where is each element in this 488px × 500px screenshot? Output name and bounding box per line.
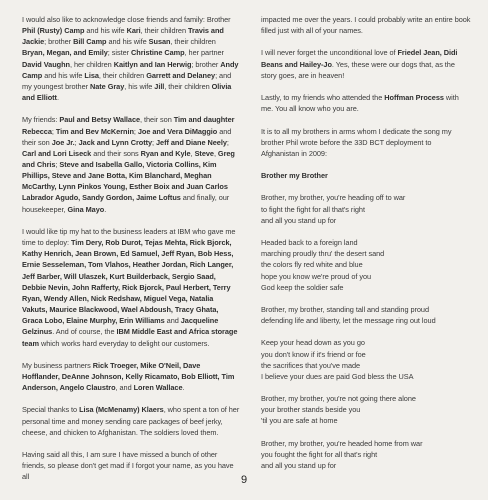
song-title: Brother my Brother (261, 171, 328, 181)
bold-name: Lisa (84, 70, 99, 80)
song-line: you fought the fight for all that's right (261, 449, 378, 459)
song-line: and all you stand up for (261, 215, 337, 225)
song-line: hope you know we're proud of you (261, 271, 372, 281)
bold-name: Kari (126, 26, 141, 36)
bold-name: Tim and daughter Rebecca (22, 115, 235, 136)
bold-name: Phil (Rusty) Camp (22, 26, 85, 36)
left-paragraph-1: I would also like to acknowledge close friends and family: Brother Phil (Rusty) Camp and his wife Kari, their children Travis and Jackie; brother Bill Camp and his wife Susan, their children Bryan, Megan, and Emily; sister Christine Camp, her partner David Vaughn, her children Kaitlyn and Ian Herwig; brother Andy Camp and his wife Lisa, their children Garrett and Delaney; and my youngest brother Nate Gray, his wife Jill, their children Olivia and Elliott. (22, 15, 239, 103)
song-stanza-1 (261, 192, 471, 225)
bold-name: Jacqueline Gelzinus (22, 316, 219, 337)
right-paragraph-1: impacted me over the years. I could probably write an entire book filled just with all of your names. (261, 15, 471, 36)
bold-name: Rick Troeger, Mike O'Neil, Dave Hofflander, DeAnne Johnson, Kelly Ricamato, Bob Elliott, Tim Anderson, Angelo Claustro (22, 360, 235, 393)
bold-name: Bryan, Megan, and Emily (22, 48, 108, 58)
left-paragraph-3: I would like tip my hat to the business leaders at IBM who gave me time to deploy: Tim Dery, Rob Durot, Tejas Mehta, Rick Bjorck, Kathy Henrich, Jean Brown, Ed Samuel, Jeff Ryan, Bob Hess, Ernie Sesseleman, Tom Vlahos, Heather Jordan, Rich Langer, Jeff Barber, Will Ulaszek, Kurt Builderback, Sergio Saad, Debbie Nevin, John Rafferty, Rick Bjorck, Paul Herbert, Terry Ryan, Wendy Allen, Nick Redshaw, Miguel Vega, Natalia Vakuts, Maurice Blackwood, Wael Abdoush, Tracy Ghata, Graca Lobo, Elaine Murphy, Erin Williams and Jacqueline Gelzinus. And of course, the IBM Middle East and Africa storage team which works hard everyday to delight our customers. (22, 226, 238, 348)
bold-name: Kaitlyn and Ian Herwig (113, 59, 192, 69)
bold-name: Hoffman Process (384, 93, 444, 103)
bold-name: Jill (154, 81, 165, 91)
bold-name: Steve (194, 148, 214, 158)
song-line: you don't know if it's friend or foe (261, 349, 366, 359)
page-number: 9 (240, 474, 248, 486)
bold-name: Travis and Jackie (22, 26, 224, 47)
song-stanza-2 (261, 237, 471, 293)
song-line: your brother stands beside you (261, 405, 361, 415)
bold-name: David Vaughn (22, 59, 70, 69)
bold-name: Lisa (McMenamy) Klaers (79, 405, 164, 415)
song-line: God keep the soldier safe (261, 282, 344, 292)
bold-name: Christine Camp (131, 48, 185, 58)
left-paragraph-2: My friends: Paul and Betsy Wallace, their son Tim and daughter Rebecca; Tim and Bev McKernin; Joe and Vera DiMaggio and their son Joe Jr.; Jack and Lynn Crotty; Jeff and Diane Neely; Carl and Lori Liseck and their sons Ryan and Kyle, Steve, Greg and Chris; Steve and Isabella Gallo, Victoria Collins, Kim Phillips, Steve and Jane Botta, Kim Blanchard, Meghan McCarthy, Lynn Pinkos Young, Esther Boix and Juan Carlos Labrador Agudo, Sandy Gordon, Jaime Loftus and finally, our housekeeper, Gina Mayo. (22, 115, 235, 214)
bold-name: Tim Dery, Rob Durot, Tejas Mehta, Rick Bjorck, Kathy Henrich, Jean Brown, Ed Samuel, Jeff Ryan, Bob Hess, Ernie Sesseleman, Tom Vlahos, Heather Jordan, Rich Langer, Jeff Barber, Will Ulaszek, Kurt Builderback, Sergio Saad, Debbie Nevin, John Rafferty, Rick Bjorck, Paul Herbert, Terry Ryan, Wendy Allen, Nick Redshaw, Miguel Vega, Natalia Vakuts, Maurice Blackwood, Wael Abdoush, Tracy Ghata, Graca Lobo, Elaine Murphy, Erin Williams (22, 238, 234, 326)
bold-name: Friedel Jean, Didi Beans and Hailey-Jo (261, 48, 458, 69)
song-line: I believe your dues are paid God bless the USA (261, 371, 414, 381)
bold-name: Susan (148, 37, 171, 47)
song-stanza-6 (261, 438, 471, 471)
song-line: marching proudly thru' the desert sand (261, 249, 385, 259)
song-line: Brother, my brother, you're not going there alone (261, 394, 416, 404)
bold-name: Bill Camp (73, 37, 107, 47)
song-stanza-5 (261, 393, 471, 426)
right-paragraph-2: I will never forget the unconditional love of Friedel Jean, Didi Beans and Hailey-Jo. Yes, these were our dogs that, as the story goes, are in heaven! (261, 48, 458, 80)
bold-name: Paul and Betsy Wallace (59, 115, 141, 125)
song-line: the colors fly red white and blue (261, 260, 363, 270)
bold-name: Loren Wallace (133, 383, 183, 393)
song-line: Headed back to a foreign land (261, 238, 358, 248)
left-paragraph-4: My business partners Rick Troeger, Mike O'Neil, Dave Hofflander, DeAnne Johnson, Kelly Ricamato, Bob Elliott, Tim Anderson, Angelo Claustro, and Loren Wallace. (22, 360, 235, 393)
song-line: Brother, my brother, you're heading off to war (261, 193, 406, 203)
bold-name: Gina Mayo (67, 204, 105, 214)
song-line: the sacrifices that you've made (261, 360, 361, 370)
song-stanza-4 (261, 337, 471, 382)
song-line: defending life and liberty, let the message ring out loud (261, 316, 436, 326)
song-line: and all you stand up for (261, 461, 337, 471)
song-stanza-3 (261, 304, 471, 326)
bold-name: Joe and Vera DiMaggio (137, 126, 218, 136)
bold-name: Nate Gray (89, 81, 125, 91)
bold-name: Jack and Lynn Crotty (78, 137, 153, 147)
right-column (261, 14, 471, 482)
bold-name: Andy Camp (22, 59, 239, 80)
bold-name: Joe Jr. (51, 137, 75, 147)
song-line: 'til you are safe at home (261, 416, 338, 426)
right-paragraph-4: It is to all my brothers in arms whom I dedicate the song my brother Phil wrote before the 33D BCT deployment to Afghanistan in 2009: (261, 126, 452, 158)
bold-name: Garrett and Delaney (146, 70, 216, 80)
song-line: to fight the fight for all that's right (261, 204, 365, 214)
bold-name: Olivia and Elliott (22, 81, 232, 103)
bold-name: Greg and Chris (22, 148, 235, 170)
left-paragraph-5: Special thanks to Lisa (McMenamy) Klaers, who spent a ton of her personal time and money sending care packages of beef jerky, cheese, and chicken to Afghanistan. The soldiers loved them. (22, 405, 240, 437)
bold-name: Carl and Lori Liseck (22, 148, 92, 158)
bold-name: Steve and Isabella Gallo, Victoria Collins, Kim Phillips, Steve and Jane Botta, Kim Blanchard, Meghan McCarthy, Lynn Pinkos Young, Esther Boix and Juan Carlos Labrador Agudo, Sandy Gordon, Jaime Loftus (22, 160, 228, 203)
song-line: Brother, my brother, you're headed home from war (261, 438, 423, 448)
bold-name: Tim and Bev McKernin (55, 126, 134, 136)
song-line: Brother, my brother, standing tall and standing proud (261, 304, 429, 314)
right-paragraph-3: Lastly, to my friends who attended the Hoffman Process with me. You all know who you are. (261, 93, 459, 114)
bold-name: IBM Middle East and Africa storage team (22, 327, 238, 348)
left-paragraph-6: Having said all this, I am sure I have missed a bunch of other friends, so please don't get mad if I forgot your name, as you have all (22, 450, 234, 482)
bold-name: Jeff and Diane Neely (156, 137, 227, 147)
song-line: Keep your head down as you go (261, 338, 365, 348)
bold-name: Ryan and Kyle (140, 148, 191, 158)
left-column (22, 14, 240, 494)
